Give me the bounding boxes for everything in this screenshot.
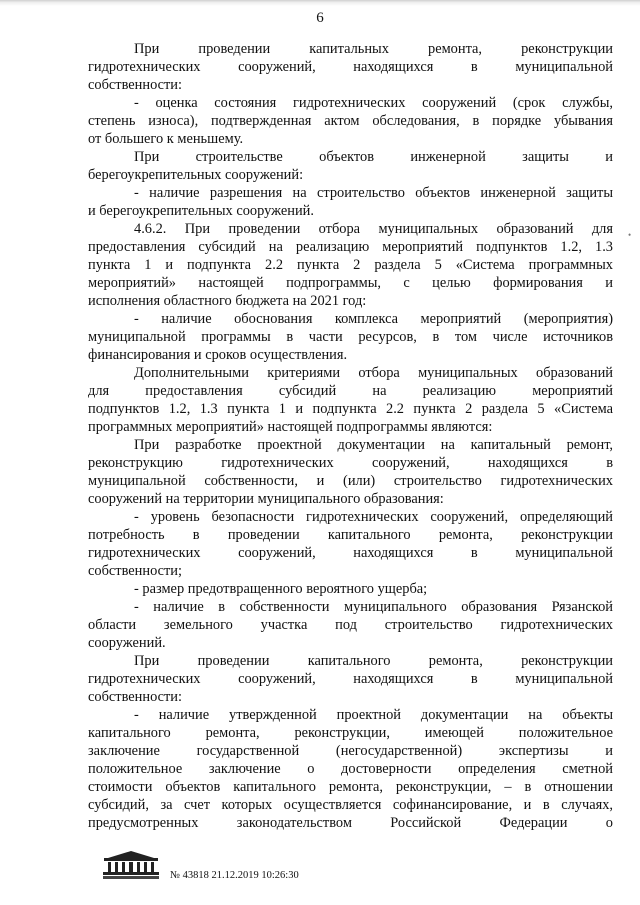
paragraph-line: собственности:	[88, 77, 183, 93]
paragraph-line: и берегоукрепительных сооружений.	[88, 203, 314, 219]
paragraph-line: исполнения областного бюджета на 2021 год:	[88, 293, 367, 309]
paragraph-line: При разработке проектной документации на капитальный ремонт,	[134, 437, 613, 453]
paragraph-line: - оценка состояния гидротехнических сооружений (срок службы,	[134, 95, 613, 111]
paragraph-line: сооружений на территории муниципального образования:	[88, 491, 444, 507]
paragraph-line: стоимости объектов капитального ремонта, реконструкции, – в отношении	[88, 779, 613, 795]
paragraph-line: степень износа), подтвержденная актом обследования, в порядке убывания	[88, 113, 613, 129]
paragraph-line: - наличие в собственности муниципального образования Рязанской	[134, 599, 613, 615]
scan-top-edge	[0, 0, 640, 6]
paragraph-line: При проведении капитальных ремонта, реконструкции	[134, 41, 613, 57]
scan-margin-mark: •	[628, 230, 632, 240]
paragraph-line: подпунктов 1.2, 1.3 пункта 1 и подпункта 2.2 пункта 2 раздела 5 «Система	[88, 401, 613, 417]
paragraph-line: капитального ремонта, реконструкции, имеющей положительное	[88, 725, 613, 741]
paragraph-line: - уровень безопасности гидротехнических сооружений, определяющий	[134, 509, 613, 525]
paragraph-line: - наличие обоснования комплекса мероприятий (мероприятия)	[134, 311, 613, 327]
paragraph-line: реконструкцию гидротехнических сооружений, находящихся в	[88, 455, 613, 471]
paragraph-line: - размер предотвращенного вероятного ущерба;	[134, 581, 428, 597]
government-building-logo-icon	[100, 848, 162, 880]
paragraph-line: области земельного участка под строительство гидротехнических	[88, 617, 613, 633]
paragraph-line: Дополнительными критериями отбора муниципальных образований	[134, 365, 613, 381]
paragraph-line: гидротехнических сооружений, находящихся в муниципальной	[88, 545, 613, 561]
paragraph-line: - наличие разрешения на строительство объектов инженерной защиты	[134, 185, 613, 201]
paragraph-line: гидротехнических сооружений, находящихся в муниципальной	[88, 671, 613, 687]
paragraph-line: гидротехнических сооружений, находящихся в муниципальной	[88, 59, 613, 75]
paragraph-line: заключение государственной (негосударственной) экспертизы и	[88, 743, 613, 759]
paragraph-line: сооружений.	[88, 635, 166, 651]
paragraph-line: положительное заключение о достоверности определения сметной	[88, 761, 613, 777]
paragraph-line: собственности;	[88, 563, 183, 579]
paragraph-line: от большего к меньшему.	[88, 131, 244, 147]
paragraph-line: - наличие утвержденной проектной документации на объекты	[134, 707, 613, 723]
paragraph-line: субсидий, за счет которых осуществляется софинансирование, и в случаях,	[88, 797, 613, 813]
paragraph-line: предоставления субсидий на реализацию мероприятий подпунктов 1.2, 1.3	[88, 239, 613, 255]
document-footer	[100, 848, 400, 888]
page-number: 6	[316, 10, 324, 26]
paragraph-line: берегоукрепительных сооружений:	[88, 167, 304, 183]
paragraph-line: мероприятий» настоящей подпрограммы, с целью формирования и	[88, 275, 613, 291]
paragraph-line: При строительстве объектов инженерной защиты и	[134, 149, 613, 165]
paragraph-line: собственности:	[88, 689, 183, 705]
paragraph-line: муниципальной собственности, и (или) строительство гидротехнических	[88, 473, 613, 489]
paragraph-line: программных мероприятий» настоящей подпрограммы являются:	[88, 419, 493, 435]
paragraph-line: потребность в проведении капитального ремонта, реконструкции	[88, 527, 613, 543]
paragraph-line: При проведении капитального ремонта, реконструкции	[134, 653, 613, 669]
paragraph-line: 4.6.2. При проведении отбора муниципальных образований для	[134, 221, 613, 237]
paragraph-line: финансирования и сроков осуществления.	[88, 347, 348, 363]
paragraph-line: предусмотренных законодательством Российской Федерации о	[88, 815, 613, 831]
paragraph-line: для предоставления субсидий на реализацию мероприятий	[88, 383, 613, 399]
registry-stamp-id: № 43818 21.12.2019 10:26:30	[170, 870, 299, 881]
paragraph-line: муниципальной программы в части ресурсов, в том числе источников	[88, 329, 613, 345]
document-body	[88, 40, 613, 832]
paragraph-line: пункта 1 и подпункта 2.2 пункта 2 раздела 5 «Система программных	[88, 257, 613, 273]
